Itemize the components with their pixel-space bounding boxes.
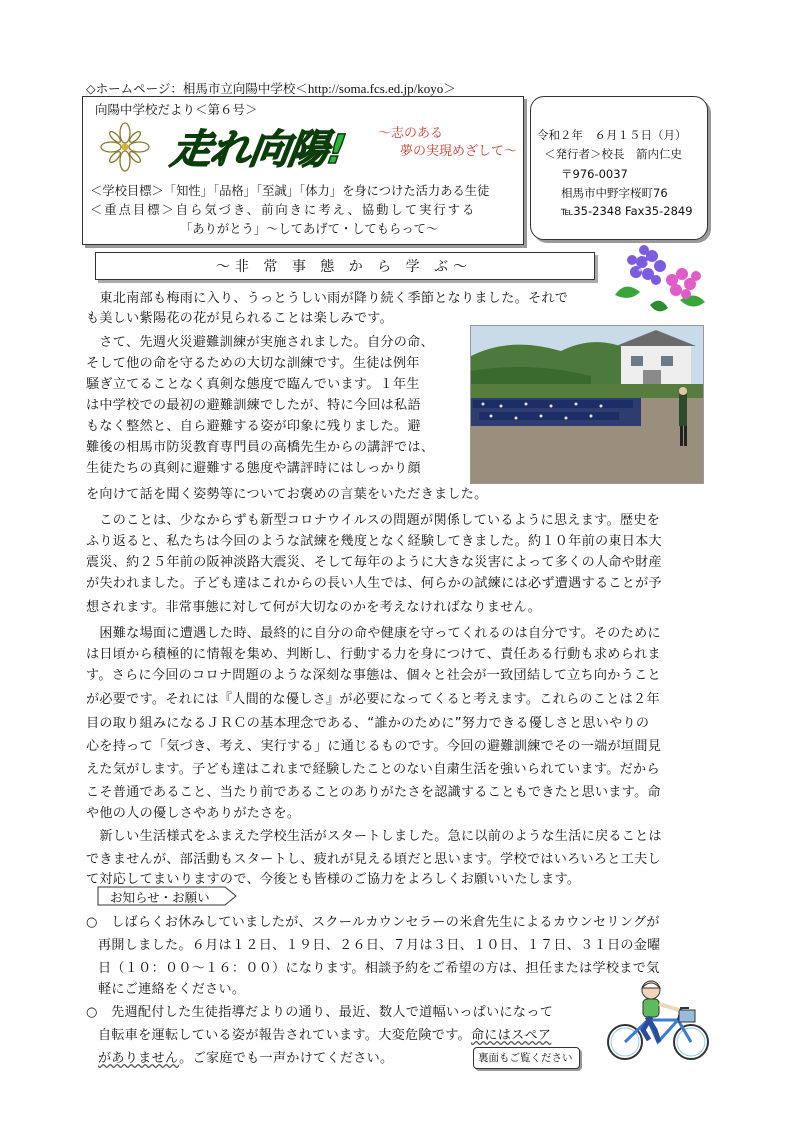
school-goal: ＜学校目標＞「知性」「品格」「至誠」「体力」を身につけた活力ある生徒 — [90, 184, 490, 198]
body-line: す。さらに今回のコロナ問題のような深刻な事態は、個々と社会が一致団結して立ち向かうこと — [86, 668, 661, 683]
hydrangea-icon — [610, 240, 710, 320]
emphasis-text: がありません — [98, 1051, 180, 1066]
body-line: このことは、少なからずも新型コロナウイルスの問題が関係しているように思えます。歴史を — [86, 513, 661, 528]
notice-label: お知らせ・お願い — [110, 890, 210, 905]
body-line: えた気がします。子ども達はこれまで経験したことのない自粛生活を強いられています。だから — [86, 762, 660, 777]
postal-code: 〒976-0037 — [561, 167, 628, 181]
publisher: ＜発行者＞校長 箭内仁史 — [544, 147, 682, 161]
body-line: ふり返ると、私たちは今回のような試練を幾度となく経験してきました。約１０年前の東日本大 — [86, 534, 662, 549]
focus-goal: ＜重点目標＞自ら気づき、前向きに考え、協動して実行する — [90, 203, 477, 217]
body-line: さて、先週火災避難訓練が実施されました。自分の命、 — [86, 335, 434, 350]
body-line: が失われました。子ども達はこれからの長い人生では、何らかの試練には必ず遭遇することが予 — [86, 576, 662, 591]
evacuation-drill-photo — [470, 325, 704, 484]
body-line: は中学校での最初の避難訓練でしたが、特に今回は私語 — [86, 398, 421, 413]
body-line: も美しい紫陽花の花が見られることは楽しみです。 — [86, 311, 394, 326]
body-line: は日頃から積極的に情報を集め、判断し、行動する力を身につけて、責任ある行動も求められま — [86, 647, 661, 662]
body-line: 東北南部も梅雨に入り、うっとうしい雨が降り続く季節となりました。それで — [86, 291, 569, 306]
subtitle-line-1: ～志のある — [378, 126, 444, 141]
body-line: 難後の相馬市防災教育専門員の高橋先生からの講評では、 — [86, 440, 435, 455]
notice-text: 。ご家庭でも一声かけてください。 — [179, 1051, 394, 1066]
issue-date: 令和２年 ６月１５日（月） — [537, 128, 687, 142]
notice-line: ○ しばらくお休みしていましたが、スクールカウンセラーの米倉先生によるカウンセリングが — [86, 915, 660, 930]
body-line: もなく整然と、自ら避難する姿が印象に残りました。避 — [86, 419, 421, 434]
body-line: 騒ぎ立てることなく真剣な態度で臨んでいます。１年生 — [86, 377, 420, 392]
homepage-url-link[interactable]: http://soma.fcs.ed.jp/koyo — [307, 81, 444, 96]
motto: 「ありがとう」～してあげて・してもらって～ — [180, 222, 439, 236]
body-line: 震災、約２５年前の阪神淡路大震災、そして毎年のように大きな災害によって多くの人命や財産 — [86, 555, 662, 570]
body-line: 想されます。非常事態に対して何が大切なのかを考えなければなりません。 — [86, 600, 542, 615]
body-line: て対応してまいりますので、今後とも皆様のご協力をよろしくお願いいたします。 — [86, 872, 581, 887]
body-line: を向けて話を聞く姿勢等についてお褒めの言葉をいただきました。 — [86, 487, 488, 502]
notice-line — [98, 1024, 551, 1043]
body-line: 新しい生活様式をふまえた学校生活がスタートしました。急に以前のような生活に戻ることは — [86, 829, 662, 844]
body-line: 生徒たちの真剣に避難する態度や講評時にはしっかり顔 — [86, 461, 421, 476]
subtitle-line-2: 夢の実現めざして～ — [400, 144, 518, 159]
issue-number: 向陽中学校だより＜第６号＞ — [95, 102, 258, 117]
body-line: 目の取り組みになるＪＲＣの基本理念である、“誰かのために”努力できる優しさと思いやりの — [86, 716, 650, 731]
homepage-close: ＞ — [443, 81, 456, 96]
notice-line — [98, 1047, 393, 1066]
reverse-side-note: 裏面もご覧ください — [478, 1052, 573, 1064]
phone-fax: ℡35-2348 Fax35-2849 — [561, 204, 693, 218]
notice-line: ○ 先週配付した生徒指導だよりの通り、最近、数人で道幅いっぱいになって — [86, 1005, 554, 1020]
body-line: 困難な場面に遭遇した時、最終的に自分の命や健康を守ってくれるのは自分です。そのために — [86, 626, 661, 641]
body-line: が必要です。それには『人間的な優しさ』が必要になってくると考えます。これらのことは２年 — [86, 692, 660, 707]
school-crest-flower-icon — [100, 122, 150, 172]
newsletter-logo: 走れ向陽! — [168, 127, 348, 173]
body-line: そして他の命を守るための大切な訓練です。生徒は例年 — [86, 356, 420, 371]
body-line: できませんが、部活動もスタートし、疲れが見える頃だと思います。学校ではいろいろと工夫し — [86, 852, 661, 867]
notice-line: 日（１０：００～１６：００）になります。相談予約をご希望の方は、担任または学校まで気 — [98, 961, 660, 976]
notice-line: 再開しました。６月は１２日、１９日、２６日、７月は３日、１０日、１７日、３１日の金曜 — [98, 938, 661, 953]
address: 相馬市中野字桜町76 — [561, 186, 668, 200]
emphasis-text: 命にはスペア — [470, 1028, 552, 1043]
body-line: 心を持って「気づき、考え、実行する」に通じるものです。今回の避難訓練でその一端が垣間見 — [86, 739, 662, 754]
cyclist-icon — [603, 980, 713, 1065]
article-title: ～非 常 事 態 か ら 学 ぶ～ — [215, 259, 473, 275]
notice-text: 自転車を運転している姿が報告されています。大変危険です。 — [98, 1028, 471, 1043]
body-line: こそ普通であること、当たり前であることのありがたさを認識することもできたと思います。命 — [86, 785, 661, 800]
notice-line: 軽にご連絡をください。 — [98, 982, 246, 997]
body-line: や他の人の優しさやありがたさを。 — [86, 806, 301, 821]
homepage-label: ◇ホームページ：相馬市立向陽中学校＜ — [86, 81, 308, 96]
homepage-line — [86, 79, 456, 97]
